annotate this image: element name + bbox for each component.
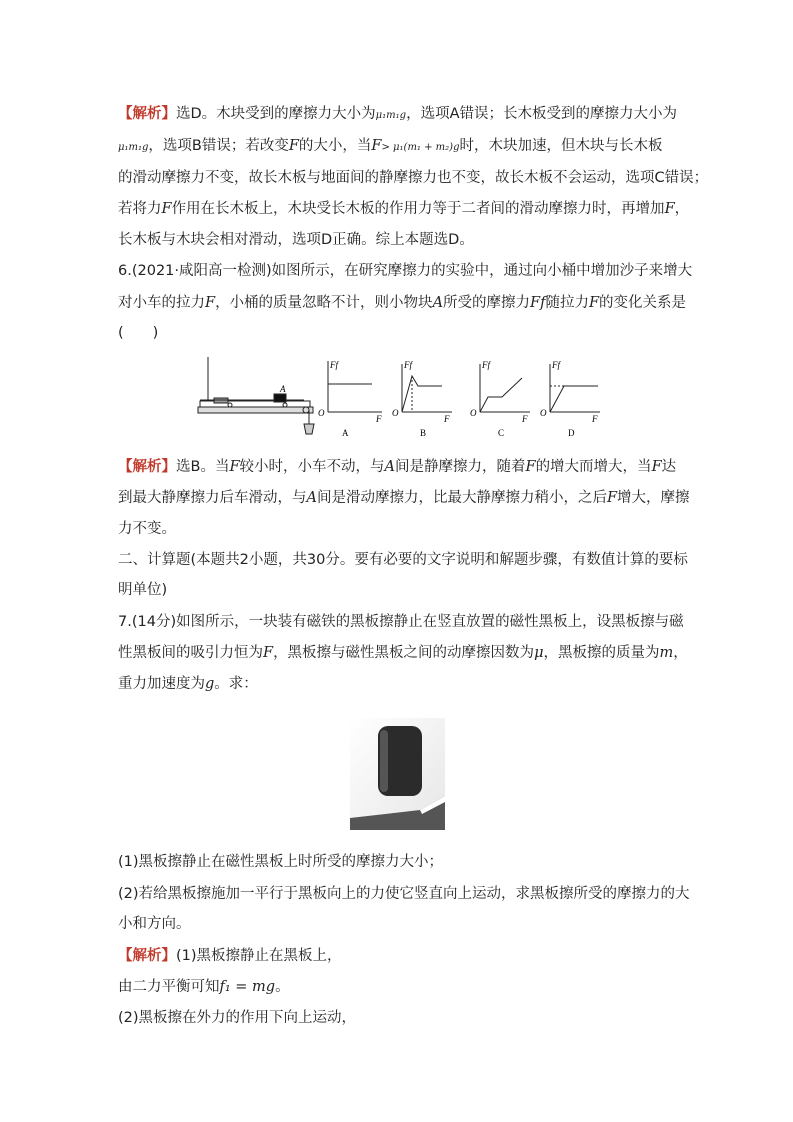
- analysis-tag: 【解析】: [118, 106, 176, 122]
- text: 的变化关系是: [599, 295, 687, 311]
- math: g: [205, 676, 215, 692]
- graph-a-ylabel: Ff: [330, 360, 338, 370]
- curve: [480, 378, 522, 412]
- math: F: [229, 459, 240, 475]
- math: F: [651, 459, 662, 475]
- text: 到最大静摩擦力后车滑动，与: [118, 490, 307, 506]
- graph-d: [550, 364, 600, 412]
- text: 时，木块加速，但木块与长木板: [459, 138, 663, 154]
- section-heading-line-2: 明单位): [118, 582, 168, 598]
- graph-d-ylabel: Ff: [552, 360, 560, 370]
- text: 选B。当: [176, 459, 230, 475]
- math: μ: [534, 645, 544, 661]
- math: F: [205, 295, 216, 311]
- analysis-line-2: [118, 136, 662, 158]
- math: > μ₁(m₁ + m₂)g: [381, 142, 460, 153]
- text: 由二力平衡可知: [118, 979, 220, 995]
- graph-b-xlabel: F: [444, 414, 450, 424]
- analysis2-line-2: [118, 488, 690, 508]
- math: μ₁m₁g: [375, 110, 407, 121]
- graph-c-name: C: [498, 428, 505, 438]
- text: ，小桶的质量忽略不计，则小物块: [215, 295, 433, 311]
- analysis-tag: 【解析】: [118, 948, 176, 964]
- analysis-line-1: [118, 104, 677, 126]
- math: F: [606, 490, 618, 506]
- text: 增大，摩擦: [617, 490, 690, 506]
- analysis-line-3: 的滑动摩擦力不变，故长木板与地面间的静摩擦力也不变，故长木板不会运动，选项C错误；: [118, 170, 709, 186]
- math: F: [525, 459, 536, 475]
- analysis3-line-1: [118, 946, 342, 966]
- text: 重力加速度为: [118, 676, 205, 692]
- graph-c-ylabel: Ff: [482, 360, 490, 370]
- text: 对小车的拉力: [118, 295, 205, 311]
- apparatus-diagram: [198, 357, 314, 434]
- math: f₁ = mg: [219, 979, 276, 995]
- graph-a-xlabel: F: [376, 414, 382, 424]
- text: 所受的摩擦力: [443, 295, 531, 311]
- text: ，: [674, 201, 690, 217]
- text: 。求：: [214, 676, 258, 692]
- q7-line-2: [118, 643, 688, 663]
- block-label: A: [280, 384, 286, 394]
- math: F: [664, 201, 675, 217]
- math: F: [588, 295, 600, 311]
- text: 间是静摩擦力，随着: [395, 459, 526, 475]
- curve: [402, 376, 442, 412]
- math: μ₁m₁g: [118, 142, 149, 153]
- graph-c-origin: O: [470, 408, 477, 418]
- q6-answer-blank: ( ): [118, 325, 159, 341]
- text: 若将力: [118, 201, 162, 217]
- graph-a-origin: O: [318, 408, 325, 418]
- graph-a-name: A: [342, 428, 349, 438]
- eraser-side: [380, 730, 388, 792]
- math: A: [432, 295, 444, 311]
- text: ，黑板擦与磁性黑板之间的动摩擦因数为: [273, 645, 535, 661]
- graph-b-ylabel: Ff: [404, 360, 412, 370]
- graph-c-xlabel: F: [522, 414, 528, 424]
- block-a: [274, 394, 286, 402]
- text: ，: [673, 645, 688, 661]
- analysis3-line-3: (2)黑板擦在外力的作用下向上运动，: [118, 1010, 357, 1026]
- bucket: [304, 424, 314, 434]
- text: 选D。木块受到的摩擦力大小为: [176, 106, 376, 122]
- graph-c: [480, 364, 530, 412]
- text: 随拉力: [545, 295, 589, 311]
- math: F: [161, 201, 172, 217]
- math: F: [371, 138, 382, 154]
- q7-part-1: (1)黑板擦静止在磁性黑板上时所受的摩擦力大小；: [118, 854, 444, 870]
- text: 间是滑动摩擦力，比最大静摩擦力稍小，之后: [316, 490, 607, 506]
- math: m: [659, 645, 674, 661]
- text: 。: [275, 979, 290, 995]
- q7-part-2-line-1: (2)若给黑板擦施加一平行于黑板向上的力使它竖直向上运动，求黑板擦所受的摩擦力的大: [118, 886, 690, 902]
- graph-d-origin: O: [540, 408, 547, 418]
- text: ，选项A错误；长木板受到的摩擦力大小为: [406, 106, 677, 122]
- analysis2-line-3: 力不变。: [118, 521, 176, 537]
- text: 作用在长木板上，木块受长木板的作用力等于二者间的滑动摩擦力时，再增加: [171, 201, 665, 217]
- q7-line-3: [118, 674, 258, 694]
- analysis3-line-2: [118, 977, 290, 997]
- text: 性黑板间的吸引力恒为: [118, 645, 263, 661]
- q6-line-1: 6.(2021·咸阳高一检测)如图所示，在研究摩擦力的实验中，通过向小桶中增加沙子来增大: [118, 263, 693, 279]
- table: [198, 407, 313, 413]
- analysis-line-5: 长木板与木块会相对滑动，选项D正确。综上本题选D。: [118, 232, 474, 248]
- eraser-photo: [350, 718, 445, 830]
- analysis-line-4: [118, 199, 689, 219]
- graph-d-xlabel: F: [592, 414, 598, 424]
- graph-d-name: D: [568, 428, 575, 438]
- q7-part-2-line-2: 小和方向。: [118, 916, 191, 932]
- graph-b: [402, 364, 452, 412]
- text: ，黑板擦的质量为: [543, 645, 660, 661]
- q7-line-1: 7.(14分)如图所示，一块装有磁铁的黑板擦静止在竖直放置的磁性黑板上，设黑板擦与磁: [118, 614, 684, 630]
- analysis2-line-1: [118, 457, 676, 477]
- math: Ff: [530, 295, 546, 311]
- q6-line-2: [118, 293, 686, 313]
- eraser-illustration: [350, 718, 445, 830]
- graph-b-origin: O: [392, 408, 399, 418]
- section-heading-line-1: 二、计算题(本题共2小题，共30分。要有必要的文字说明和解题步骤，有数值计算的要标: [118, 552, 688, 568]
- analysis-tag: 【解析】: [118, 459, 176, 475]
- graph-b-name: B: [420, 428, 427, 438]
- math: F: [263, 645, 274, 661]
- text: 的大小，当: [298, 138, 372, 154]
- math: A: [306, 490, 317, 506]
- math: F: [288, 138, 299, 154]
- curve: [550, 386, 598, 412]
- math: A: [384, 459, 395, 475]
- text: 的增大而增大，当: [535, 459, 652, 475]
- text: (1)黑板擦静止在黑板上，: [176, 948, 342, 964]
- text: 较小时，小车不动，与: [239, 459, 385, 475]
- experiment-figure: [190, 352, 620, 442]
- text: 达: [661, 459, 677, 475]
- text: ，选项B错误；若改变: [148, 138, 289, 154]
